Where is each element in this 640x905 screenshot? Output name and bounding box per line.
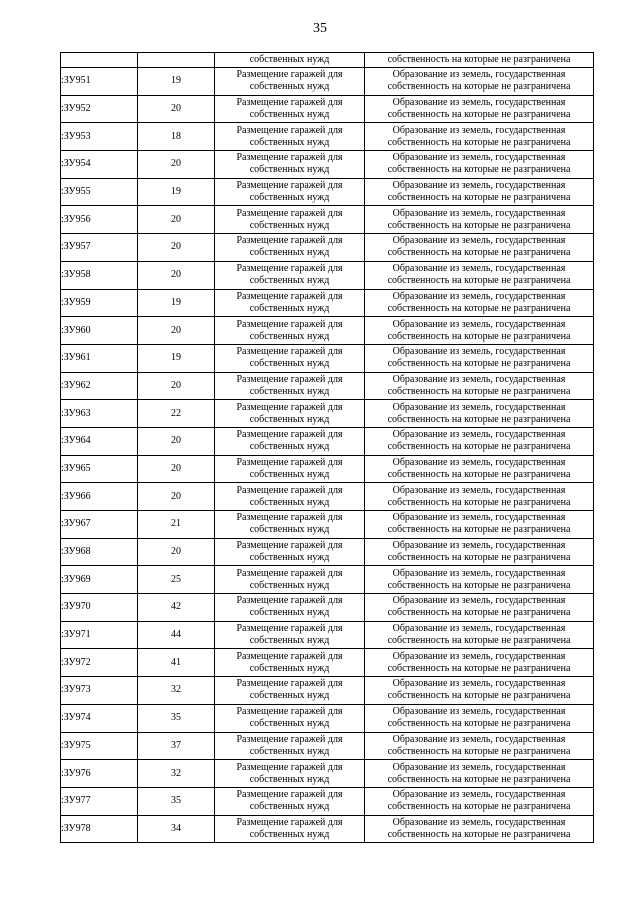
- formation-method-cell: Образование из земель, государственная собственность на которые не разграничена: [365, 68, 594, 96]
- plot-area-cell: 22: [138, 400, 215, 428]
- table-row: [61, 68, 594, 96]
- formation-method-cell: Образование из земель, государственная собственность на которые не разграничена: [365, 649, 594, 677]
- plot-number-cell: :ЗУ962: [61, 372, 138, 400]
- permitted-use-cell: Размещение гаражей для собственных нужд: [215, 511, 365, 539]
- land-plots-table: [60, 52, 594, 843]
- plot-number-cell: :ЗУ969: [61, 566, 138, 594]
- formation-method-cell: Образование из земель, государственная собственность на которые не разграничена: [365, 317, 594, 345]
- table-row: [61, 151, 594, 179]
- plot-number-cell: :ЗУ972: [61, 649, 138, 677]
- plot-area-cell: 20: [138, 538, 215, 566]
- plot-number-cell: :ЗУ975: [61, 732, 138, 760]
- plot-number-cell: :ЗУ967: [61, 511, 138, 539]
- plot-area-cell: 25: [138, 566, 215, 594]
- formation-method-cell: Образование из земель, государственная собственность на которые не разграничена: [365, 427, 594, 455]
- plot-number-cell: :ЗУ963: [61, 400, 138, 428]
- table-row: [61, 344, 594, 372]
- plot-area-cell: 32: [138, 677, 215, 705]
- continuation-area-cell: [138, 53, 215, 68]
- permitted-use-cell: Размещение гаражей для собственных нужд: [215, 677, 365, 705]
- table-row: [61, 289, 594, 317]
- plot-area-cell: 42: [138, 594, 215, 622]
- permitted-use-cell: Размещение гаражей для собственных нужд: [215, 206, 365, 234]
- permitted-use-cell: Размещение гаражей для собственных нужд: [215, 372, 365, 400]
- page-number: 35: [313, 21, 327, 36]
- permitted-use-cell: Размещение гаражей для собственных нужд: [215, 317, 365, 345]
- permitted-use-cell: Размещение гаражей для собственных нужд: [215, 483, 365, 511]
- table-row: [61, 372, 594, 400]
- table-row: [61, 95, 594, 123]
- continuation-code-cell: [61, 53, 138, 68]
- permitted-use-cell: Размещение гаражей для собственных нужд: [215, 400, 365, 428]
- plot-number-cell: :ЗУ970: [61, 594, 138, 622]
- plot-number-cell: :ЗУ959: [61, 289, 138, 317]
- formation-method-cell: Образование из земель, государственная собственность на которые не разграничена: [365, 261, 594, 289]
- formation-method-cell: Образование из земель, государственная собственность на которые не разграничена: [365, 594, 594, 622]
- table-row: [61, 455, 594, 483]
- table-row: [61, 621, 594, 649]
- permitted-use-cell: Размещение гаражей для собственных нужд: [215, 178, 365, 206]
- permitted-use-cell: Размещение гаражей для собственных нужд: [215, 95, 365, 123]
- permitted-use-cell: Размещение гаражей для собственных нужд: [215, 151, 365, 179]
- table-row: [61, 427, 594, 455]
- table-body: [61, 53, 594, 843]
- plot-number-cell: :ЗУ954: [61, 151, 138, 179]
- plot-number-cell: :ЗУ973: [61, 677, 138, 705]
- permitted-use-cell: Размещение гаражей для собственных нужд: [215, 649, 365, 677]
- plot-area-cell: 19: [138, 344, 215, 372]
- permitted-use-cell: Размещение гаражей для собственных нужд: [215, 732, 365, 760]
- plot-area-cell: 18: [138, 123, 215, 151]
- table-row: [61, 206, 594, 234]
- formation-method-cell: Образование из земель, государственная собственность на которые не разграничена: [365, 289, 594, 317]
- formation-method-cell: Образование из земель, государственная собственность на которые не разграничена: [365, 704, 594, 732]
- formation-method-cell: Образование из земель, государственная собственность на которые не разграничена: [365, 344, 594, 372]
- plot-area-cell: 20: [138, 95, 215, 123]
- formation-method-cell: Образование из земель, государственная собственность на которые не разграничена: [365, 760, 594, 788]
- plot-number-cell: :ЗУ958: [61, 261, 138, 289]
- plot-area-cell: 21: [138, 511, 215, 539]
- formation-method-cell: Образование из земель, государственная собственность на которые не разграничена: [365, 95, 594, 123]
- permitted-use-cell: Размещение гаражей для собственных нужд: [215, 455, 365, 483]
- formation-method-cell: Образование из земель, государственная собственность на которые не разграничена: [365, 732, 594, 760]
- formation-method-cell: Образование из земель, государственная собственность на которые не разграничена: [365, 400, 594, 428]
- formation-method-cell: Образование из земель, государственная собственность на которые не разграничена: [365, 511, 594, 539]
- table-row: [61, 704, 594, 732]
- table-row: [61, 815, 594, 843]
- plot-area-cell: 19: [138, 289, 215, 317]
- formation-method-cell: Образование из земель, государственная собственность на которые не разграничена: [365, 455, 594, 483]
- plot-area-cell: 37: [138, 732, 215, 760]
- plot-area-cell: 19: [138, 68, 215, 96]
- plot-area-cell: 20: [138, 317, 215, 345]
- permitted-use-cell: Размещение гаражей для собственных нужд: [215, 344, 365, 372]
- plot-number-cell: :ЗУ952: [61, 95, 138, 123]
- plot-area-cell: 20: [138, 206, 215, 234]
- table-row: [61, 732, 594, 760]
- plot-number-cell: :ЗУ978: [61, 815, 138, 843]
- plot-area-cell: 20: [138, 455, 215, 483]
- table-row: [61, 178, 594, 206]
- formation-method-cell: Образование из земель, государственная собственность на которые не разграничена: [365, 151, 594, 179]
- plot-number-cell: :ЗУ968: [61, 538, 138, 566]
- plot-area-cell: 20: [138, 151, 215, 179]
- permitted-use-cell: Размещение гаражей для собственных нужд: [215, 815, 365, 843]
- plot-number-cell: :ЗУ960: [61, 317, 138, 345]
- plot-area-cell: 20: [138, 483, 215, 511]
- plot-number-cell: :ЗУ951: [61, 68, 138, 96]
- plot-number-cell: :ЗУ966: [61, 483, 138, 511]
- table-row: [61, 317, 594, 345]
- formation-method-cell: Образование из земель, государственная собственность на которые не разграничена: [365, 483, 594, 511]
- plot-number-cell: :ЗУ965: [61, 455, 138, 483]
- table-row: [61, 787, 594, 815]
- formation-method-cell: Образование из земель, государственная собственность на которые не разграничена: [365, 815, 594, 843]
- formation-method-cell: Образование из земель, государственная собственность на которые не разграничена: [365, 538, 594, 566]
- plot-area-cell: 44: [138, 621, 215, 649]
- permitted-use-cell: Размещение гаражей для собственных нужд: [215, 123, 365, 151]
- permitted-use-cell: Размещение гаражей для собственных нужд: [215, 427, 365, 455]
- table-row: [61, 400, 594, 428]
- permitted-use-cell: Размещение гаражей для собственных нужд: [215, 594, 365, 622]
- plot-number-cell: :ЗУ976: [61, 760, 138, 788]
- table-row: [61, 538, 594, 566]
- continuation-note-cell: собственность на которые не разграничена: [365, 53, 594, 68]
- plot-area-cell: 19: [138, 178, 215, 206]
- table-row: [61, 234, 594, 262]
- plot-number-cell: :ЗУ964: [61, 427, 138, 455]
- permitted-use-cell: Размещение гаражей для собственных нужд: [215, 704, 365, 732]
- permitted-use-cell: Размещение гаражей для собственных нужд: [215, 234, 365, 262]
- permitted-use-cell: Размещение гаражей для собственных нужд: [215, 68, 365, 96]
- formation-method-cell: Образование из земель, государственная собственность на которые не разграничена: [365, 234, 594, 262]
- plot-number-cell: :ЗУ961: [61, 344, 138, 372]
- continuation-use-cell: собственных нужд: [215, 53, 365, 68]
- permitted-use-cell: Размещение гаражей для собственных нужд: [215, 289, 365, 317]
- plot-area-cell: 41: [138, 649, 215, 677]
- formation-method-cell: Образование из земель, государственная собственность на которые не разграничена: [365, 677, 594, 705]
- formation-method-cell: Образование из земель, государственная собственность на которые не разграничена: [365, 787, 594, 815]
- permitted-use-cell: Размещение гаражей для собственных нужд: [215, 760, 365, 788]
- table-row: [61, 649, 594, 677]
- table-row: [61, 566, 594, 594]
- plot-area-cell: 20: [138, 372, 215, 400]
- permitted-use-cell: Размещение гаражей для собственных нужд: [215, 538, 365, 566]
- table-row: [61, 123, 594, 151]
- plot-number-cell: :ЗУ955: [61, 178, 138, 206]
- table-row: [61, 594, 594, 622]
- formation-method-cell: Образование из земель, государственная собственность на которые не разграничена: [365, 372, 594, 400]
- permitted-use-cell: Размещение гаражей для собственных нужд: [215, 621, 365, 649]
- plot-area-cell: 34: [138, 815, 215, 843]
- table-row: [61, 760, 594, 788]
- permitted-use-cell: Размещение гаражей для собственных нужд: [215, 261, 365, 289]
- plot-number-cell: :ЗУ957: [61, 234, 138, 262]
- formation-method-cell: Образование из земель, государственная собственность на которые не разграничена: [365, 206, 594, 234]
- plot-area-cell: 20: [138, 261, 215, 289]
- formation-method-cell: Образование из земель, государственная собственность на которые не разграничена: [365, 178, 594, 206]
- plot-number-cell: :ЗУ971: [61, 621, 138, 649]
- continuation-row: [61, 53, 594, 68]
- plot-area-cell: 20: [138, 427, 215, 455]
- permitted-use-cell: Размещение гаражей для собственных нужд: [215, 787, 365, 815]
- plot-area-cell: 32: [138, 760, 215, 788]
- plot-area-cell: 35: [138, 787, 215, 815]
- plot-area-cell: 35: [138, 704, 215, 732]
- formation-method-cell: Образование из земель, государственная собственность на которые не разграничена: [365, 123, 594, 151]
- plot-area-cell: 20: [138, 234, 215, 262]
- table-row: [61, 261, 594, 289]
- plot-number-cell: :ЗУ974: [61, 704, 138, 732]
- plot-number-cell: :ЗУ977: [61, 787, 138, 815]
- table-row: [61, 511, 594, 539]
- plot-number-cell: :ЗУ956: [61, 206, 138, 234]
- permitted-use-cell: Размещение гаражей для собственных нужд: [215, 566, 365, 594]
- formation-method-cell: Образование из земель, государственная собственность на которые не разграничена: [365, 621, 594, 649]
- table-row: [61, 677, 594, 705]
- formation-method-cell: Образование из земель, государственная собственность на которые не разграничена: [365, 566, 594, 594]
- table-row: [61, 483, 594, 511]
- plot-number-cell: :ЗУ953: [61, 123, 138, 151]
